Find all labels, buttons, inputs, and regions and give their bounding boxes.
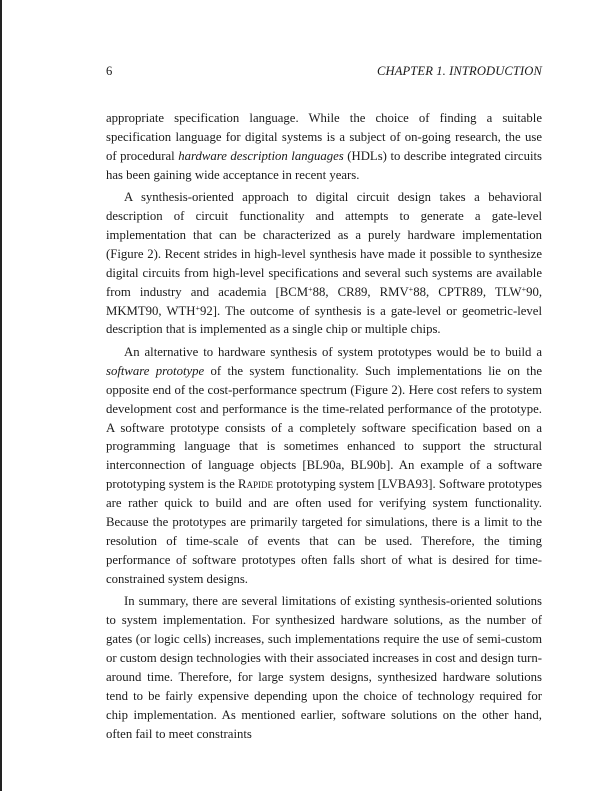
text-span: An alternative to hardware synthesis of system prototypes would be to build a — [124, 344, 542, 359]
paragraph-3 — [106, 343, 542, 589]
text-span: 88, CR89, RMV — [312, 284, 409, 299]
system-name-rapide: Rapide — [238, 477, 274, 492]
citation-superscript: + — [195, 303, 201, 313]
scan-edge-line — [0, 0, 2, 791]
emphasis-hdl-term: hardware description languages — [178, 148, 344, 163]
text-span: A synthesis-oriented approach to digital circuit design takes a behavioral description of circuit functionality and attempts to generate a gate-level implementation that can be characterized as a purely hardware implementation (Figure 2). Recent strides in high-level synthesis have made it possible to synthesize digital circuits from high-level specifications and several such systems are available from industry and academia [BCM — [106, 190, 542, 299]
paragraph-4 — [106, 592, 542, 743]
emphasis-software-prototype: software prototype — [106, 363, 205, 378]
text-span: 90, MKMT90, WTH — [106, 284, 543, 318]
page-header — [106, 64, 542, 82]
text-span: 92]. The outcome of synthesis is a gate-level or geometric-level description that is implemented as a single chip or multiple chips. — [106, 303, 542, 337]
citation-superscript: + — [308, 284, 313, 294]
text-span: In summary, there are several limitations of existing synthesis-oriented solutions to system implementation. For synthesized hardware solutions, as the number of gates (or logic cells) increases, such implementations require the use of semi-custom or custom design technologies with their associated increases in cost and design turn-around time. Therefore, for large system designs, synthesized hardware solutions tend to be fairly expensive depending upon the choice of technology required for chip implementation. As mentioned earlier, software solutions on the other hand, often fail to meet constraints — [106, 594, 542, 741]
text-span: appropriate specification language. While the choice of finding a suitable specification language for digital systems is a subject of on-going research, the use of procedural — [106, 111, 542, 163]
text-span: 88, CPTR89, TLW — [413, 284, 522, 299]
citation-superscript: + — [521, 284, 527, 294]
paragraph-1 — [106, 109, 542, 185]
page-number: 6 — [106, 64, 113, 78]
text-span: prototyping system [LVBA93]. Software prototypes are rather quick to build and are often used for verifying system functionality. Because the prototypes are primarily targeted for simulations, there is a limit to the resolution of time-scale of events that can be used. Therefore, the timing performance of software prototypes often falls short of what is desired for time-constrained system designs. — [106, 477, 542, 586]
citation-superscript: + — [408, 284, 414, 294]
running-title: CHAPTER 1. INTRODUCTION — [377, 64, 542, 78]
paragraph-2 — [106, 188, 542, 339]
text-span: (HDLs) to describe integrated circuits has been gaining wide acceptance in recent years. — [106, 148, 542, 182]
body-text — [106, 109, 542, 747]
text-span: of the system functionality. Such implementations lie on the opposite end of the cost-performance spectrum (Figure 2). Here cost refers to system development cost and performance is the time-related performance of the prototype. A software prototype consists of a completely software specification based on a programming language that is sometimes enhanced to support the structural interconnection of language objects [BL90a, BL90b]. An example of a software prototyping system is the — [106, 363, 542, 492]
